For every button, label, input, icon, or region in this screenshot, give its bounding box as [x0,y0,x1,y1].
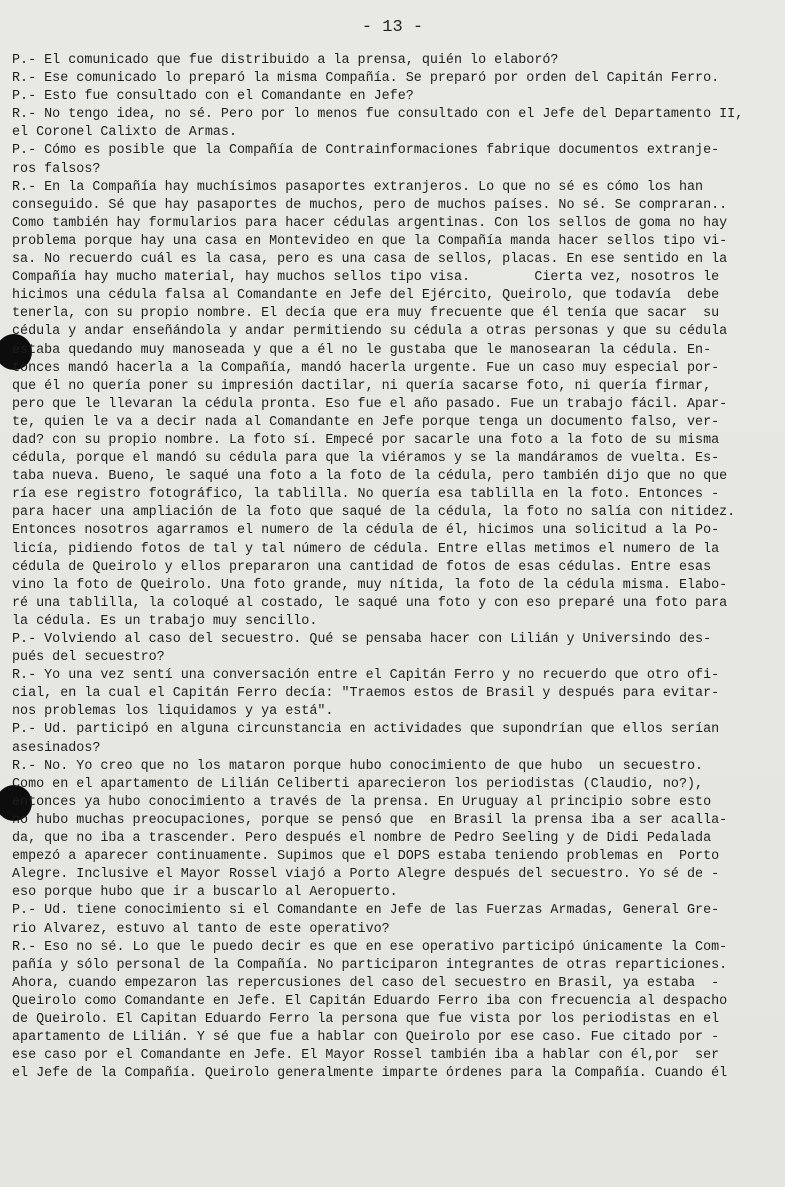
text-line: empezó a aparecer continuamente. Supimos que el DOPS estaba teniendo problemas en Porto [12,849,720,865]
text-line: R.- En la Compañía hay muchísimos pasaportes extranjeros. Lo que no sé es cómo los han [12,179,704,195]
text-line: tenerla, con su propio nombre. El decía que era muy frecuente que él tenía que sacar su [12,306,720,322]
text-line: asesinados? [12,740,101,756]
text-line: estaba quedando muy manoseada y que a él no le gustaba que le manosearan la cédula. En- [12,342,712,358]
text-line: Ahora, cuando empezaron las repercusiones del caso del secuestro en Brasil, ya estaba - [12,975,720,991]
text-line: para hacer una ampliación de la foto que saqué de la cédula, la foto no salía con nitidez. [12,505,736,521]
text-line: el Jefe de la Compañía. Queirolo generalmente imparte órdenes para la Compañía. Cuando él [12,1066,728,1082]
text-line: el Coronel Calixto de Armas. [12,125,237,141]
text-line: rio Alvarez, estuvo al tanto de este operativo? [12,921,390,937]
text-line: problema porque hay una casa en Montevideo en que la Compañía manda hacer sellos tipo vi- [12,233,728,249]
text-line: P.- Cómo es posible que la Compañía de Contrainformaciones fabrique documentos extranje- [12,143,720,159]
text-line: nos problemas los liquidamos y ya está". [12,704,334,720]
text-line: P.- Ud. tiene conocimiento si el Comandante en Jefe de las Fuerzas Armadas, General Gre- [12,903,720,919]
text-line: ría ese registro fotográfico, la tablilla. No quería esa tablilla en la foto. Entonces - [12,487,720,503]
text-line: ese caso por el Comandante en Jefe. El Mayor Rossel también iba a hablar con él,por ser [12,1048,720,1064]
text-line: no hubo muchas preocupaciones, porque se pensó que en Brasil la prensa iba a ser acalla- [12,812,728,828]
text-line: Como también hay formularios para hacer cédulas argentinas. Con los sellos de goma no hay [12,215,728,231]
text-line: te, quien le va a decir nada al Comandante en Jefe porque tenga un documento falso, ver- [12,414,720,430]
text-line: cial, en la cual el Capitán Ferro decía: "Traemos estos de Brasil y después para evitar- [12,686,720,702]
page-number: - 13 - [361,18,424,37]
text-line: taba nueva. Bueno, le saqué una foto a la foto de la cédula, pero también dijo que no que [12,469,728,485]
text-line: la cédula. Es un trabajo muy sencillo. [12,613,318,629]
text-line: de Queirolo. El Capitan Eduardo Ferro la persona que fue vista por los periodistas en el [12,1011,720,1027]
text-line: sa. No recuerdo cuál es la casa, pero es una casa de sellos, placas. En ese sentido en la [12,252,728,268]
text-line: R.- No. Yo creo que no los mataron porque hubo conocimiento de que hubo un secuestro. [12,758,704,774]
text-line: pero que le llevaran la cédula pronta. Eso fue el año pasado. Fue un trabajo fácil. Apar- [12,396,728,412]
text-line: R.- Eso no sé. Lo que le puedo decir es que en ese operativo participó únicamente la Com- [12,939,728,955]
text-line: Como en el apartamento de Lilián Celiberti aparecieron los periodistas (Claudio, no?), [12,776,704,792]
transcript-text [12,52,782,1083]
text-line: apartamento de Lilián. Y sé que fue a hablar con Queirolo por ese caso. Fue citado por - [12,1030,720,1046]
text-line: dad? con su propio nombre. La foto sí. Empecé por sacarle una foto a la foto de su misma [12,432,720,448]
text-line: tonces mandó hacerla a la Compañía, mandó hacerla urgente. Fue un caso muy especial por- [12,360,720,376]
text-line: pués del secuestro? [12,650,165,666]
text-line: hicimos una cédula falsa al Comandante en Jefe del Ejército, Queirolo, que todavía debe [12,288,720,304]
text-line: P.- Esto fue consultado con el Comandante en Jefe? [12,89,414,105]
text-line: cédula de Queirolo y ellos prepararon una cantidad de fotos de esas cédulas. Entre esas [12,559,712,575]
text-line: R.- Yo una vez sentí una conversación entre el Capitán Ferro y no recuerdo que otro ofi- [12,668,720,684]
text-line: ré una tablilla, la coloqué al costado, le saqué una foto y con eso preparé una foto para [12,595,728,611]
text-line: Compañía hay mucho material, hay muchos sellos tipo visa. Cierta vez, nosotros le [12,270,720,286]
text-line: Queirolo como Comandante en Jefe. El Capitán Eduardo Ferro iba con frecuencia al despacho [12,993,728,1009]
text-line: R.- Ese comunicado lo preparó la misma Compañía. Se preparó por orden del Capitán Ferro. [12,71,720,87]
text-line: licía, pidiendo fotos de tal y tal número de cédula. Entre ellas metimos el numero de la [12,541,720,557]
text-line: P.- El comunicado que fue distribuido a la prensa, quién lo elaboró? [12,53,559,68]
text-line: R.- No tengo idea, no sé. Pero por lo menos fue consultado con el Jefe del Departamento II, [12,107,744,123]
text-line: eso porque hubo que ir a buscarlo al Aeropuerto. [12,885,398,901]
text-line: que él no quería poner su impresión dactilar, ni quería sacarse foto, ni quería firmar, [12,378,712,394]
text-line: da, que no iba a trascender. Pero después el nombre de Pedro Seeling y de Didi Pedalada [12,831,712,847]
text-line: cédula, porque el mandó su cédula para que la viéramos y se la mandáramos de vuelta. Es- [12,451,720,467]
text-line: P.- Ud. participó en alguna circunstancia en actividades que supondrían que ellos serían [12,722,720,738]
text-line: entonces ya hubo conocimiento a través de la prensa. En Uruguay al principio sobre esto [12,794,712,810]
text-line: cédula y andar enseñándola y andar permitiendo su cédula a otras personas y que su cédula [12,324,728,340]
text-line: conseguido. Sé que hay pasaportes de muchos, pero de muchos países. No sé. Se compraran.. [12,197,728,213]
text-line: Alegre. Inclusive el Mayor Rossel viajó a Porto Alegre después del secuestro. Yo sé de - [12,867,720,883]
text-line: Entonces nosotros agarramos el numero de la cédula de él, hicimos una solicitud a la Po- [12,523,720,539]
text-line: vino la foto de Queirolo. Una foto grande, muy nítida, la foto de la cédula misma. Elabo- [12,577,728,593]
text-line: ros falsos? [12,161,101,177]
text-line: P.- Volviendo al caso del secuestro. Qué se pensaba hacer con Lilián y Universindo des- [12,632,712,647]
text-line: pañía y sólo personal de la Compañía. No participaron integrantes de otras reparticiones. [12,957,728,973]
